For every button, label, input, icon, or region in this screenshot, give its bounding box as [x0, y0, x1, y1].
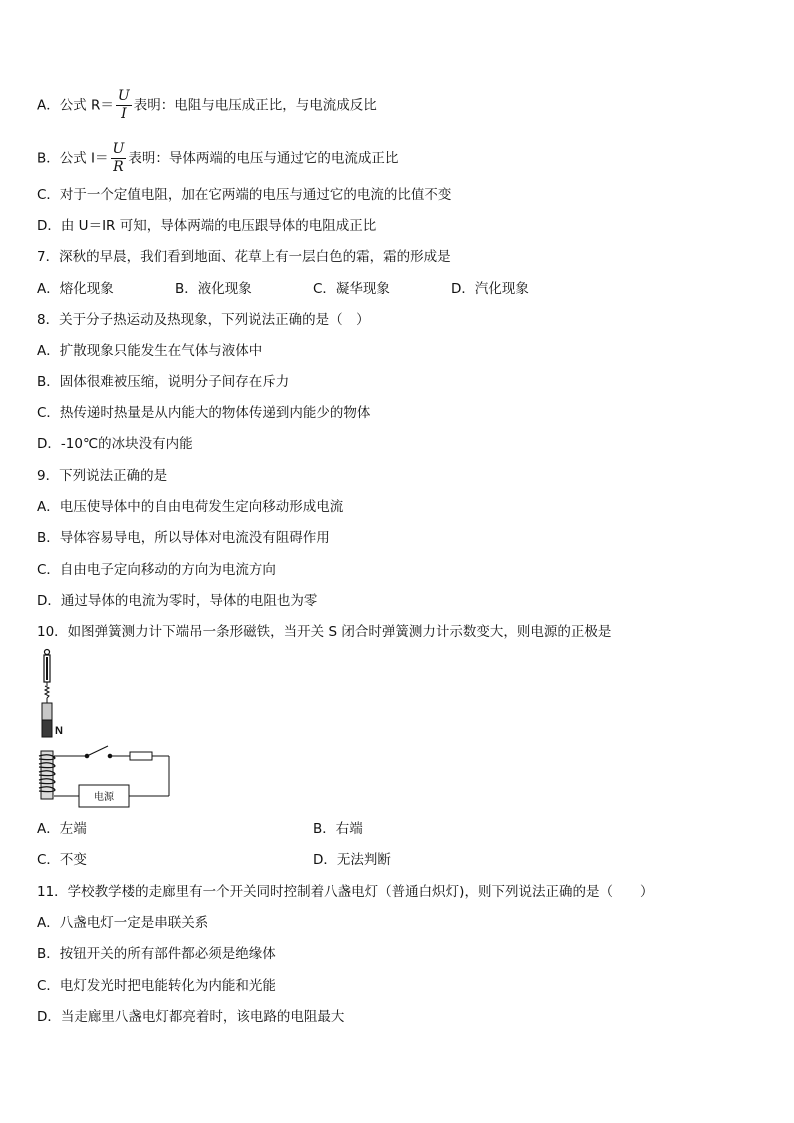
- q10-option-a: A．左端: [37, 821, 87, 837]
- switch-lever: [87, 746, 108, 756]
- q8-option-b: B．固体很难被压缩，说明分子间存在斥力: [37, 374, 290, 390]
- q8-option-a: A．扩散现象只能发生在气体与液体中: [37, 343, 263, 359]
- q9-option-d: D．通过导体的电流为零时，导体的电阻也为零: [37, 593, 318, 609]
- q10-option-d: D．无法判断: [313, 852, 391, 868]
- q6-option-a-prefix: A．公式 R＝: [37, 97, 114, 114]
- fraction-numerator: U: [117, 88, 130, 104]
- spring-scale-icon: [44, 650, 50, 704]
- q10-stem: 10．如图弹簧测力计下端吊一条形磁铁，当开关 S 闭合时弹簧测力计示数变大，则电源的正极是: [37, 624, 612, 640]
- q9-option-a: A．电压使导体中的自由电荷发生定向移动形成电流: [37, 499, 344, 515]
- q6-option-b: [37, 141, 398, 176]
- fraction-u-over-i: [116, 88, 132, 123]
- q8-option-c: C．热传递时热量是从内能大的物体传递到内能少的物体: [37, 405, 371, 421]
- q8-stem: 8．关于分子热运动及热现象，下列说法正确的是（ ）: [37, 312, 370, 328]
- q8-option-d: D．-10℃的冰块没有内能: [37, 436, 193, 452]
- q7-stem: 7．深秋的早晨，我们看到地面、花草上有一层白色的霜，霜的形成是: [37, 249, 451, 265]
- fraction-denominator: R: [113, 159, 124, 175]
- resistor: [130, 752, 152, 760]
- q9-stem: 9．下列说法正确的是: [37, 468, 168, 484]
- power-source-label: 电源: [94, 792, 114, 803]
- q11-option-d: D．当走廊里八盏电灯都亮着时，该电路的电阻最大: [37, 1009, 345, 1025]
- q10-option-b: B．右端: [313, 821, 363, 837]
- fraction-denominator: I: [121, 106, 127, 122]
- solenoid-coil: [39, 751, 55, 799]
- fraction-numerator: U: [112, 141, 125, 157]
- q7-option-d: D．汽化现象: [451, 281, 529, 297]
- q6-option-d: D．由 U＝IR 可知，导体两端的电压跟导体的电阻成正比: [37, 218, 377, 234]
- q6-option-c: C．对于一个定值电阻，加在它两端的电压与通过它的电流的比值不变: [37, 187, 452, 203]
- q6-option-a: [37, 88, 377, 123]
- q9-option-c: C．自由电子定向移动的方向为电流方向: [37, 562, 276, 578]
- fraction-u-over-r: [111, 141, 127, 176]
- q7-option-c: C．凝华现象: [313, 281, 390, 297]
- magnet-pole-label: N: [55, 725, 63, 737]
- q11-option-b: B．按钮开关的所有部件都必须是绝缘体: [37, 946, 276, 962]
- circuit-figure: [30, 648, 180, 812]
- power-source: [79, 785, 129, 807]
- bar-magnet: [42, 703, 63, 737]
- q6-option-b-suffix: 表明：导体两端的电压与通过它的电流成正比: [128, 150, 399, 167]
- q7-option-b: B．液化现象: [175, 281, 252, 297]
- q11-option-a: A．八盏电灯一定是串联关系: [37, 915, 209, 931]
- q11-stem: 11．学校教学楼的走廊里有一个开关同时控制着八盏电灯（普通白炽灯)，则下列说法正确的是（ ）: [37, 884, 654, 900]
- q9-option-b: B．导体容易导电，所以导体对电流没有阻碍作用: [37, 530, 330, 546]
- q6-option-a-suffix: 表明：电阻与电压成正比，与电流成反比: [133, 97, 377, 114]
- q10-option-c: C．不变: [37, 852, 87, 868]
- q6-option-b-prefix: B．公式 I＝: [37, 150, 109, 167]
- q11-option-c: C．电灯发光时把电能转化为内能和光能: [37, 978, 276, 994]
- spring-scale-circuit-diagram: [30, 648, 180, 808]
- q7-option-a: A．熔化现象: [37, 281, 114, 297]
